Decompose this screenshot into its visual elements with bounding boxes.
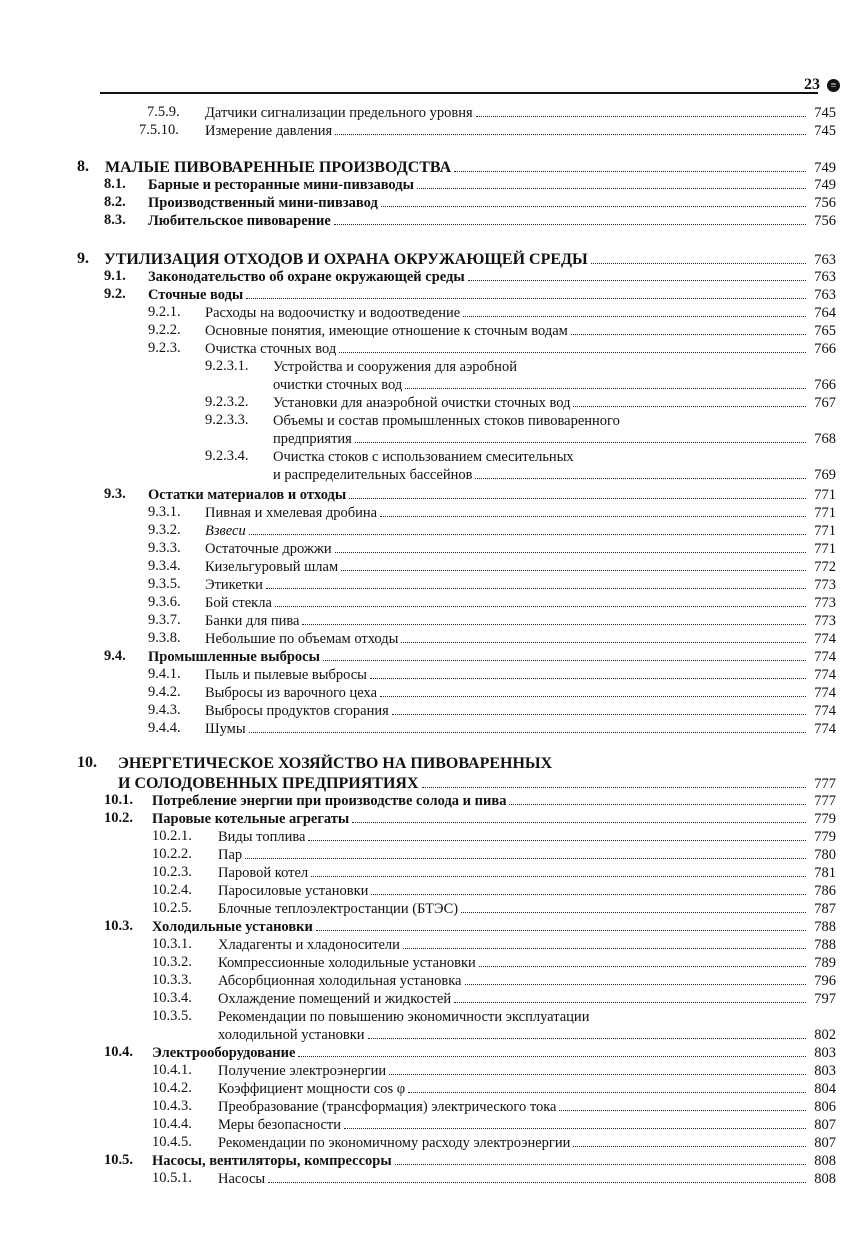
dot-leader (266, 588, 806, 589)
toc-entry-number: 9.4.1. (148, 666, 181, 682)
toc-entry-title: предприятия (273, 431, 352, 447)
toc-page-number: 780 (814, 847, 836, 863)
dot-leader (509, 804, 806, 805)
toc-entry (273, 394, 808, 412)
toc-entry (205, 340, 808, 358)
toc-entry (273, 376, 808, 394)
toc-entry-number: 10.3.5. (152, 1008, 192, 1024)
toc-entry-number: 10.4.2. (152, 1080, 192, 1096)
dot-leader (468, 280, 806, 281)
toc-page-number: 772 (814, 559, 836, 575)
toc-page-number: 756 (814, 195, 836, 211)
toc-entry (218, 972, 808, 990)
dot-leader (408, 1092, 806, 1093)
toc-entry (205, 322, 808, 340)
toc-page-number: 767 (814, 395, 836, 411)
toc-entry-title: Расходы на водоочистку и водоотведение (205, 305, 461, 321)
toc-entry-title: Очистка стоков с использованием смесительных (273, 449, 574, 465)
toc-page-number: 771 (814, 487, 836, 503)
toc-page-number: 788 (814, 919, 836, 935)
toc-entry-number: 9.3.6. (148, 594, 181, 610)
toc-entry-title: Виды топлива (218, 829, 306, 845)
toc-entry (148, 194, 808, 212)
toc-entry (205, 684, 808, 702)
toc-page-number: 807 (814, 1117, 836, 1133)
toc-page-number: 769 (814, 467, 836, 483)
toc-entry-number: 10.2.5. (152, 900, 192, 916)
toc-page-number: 779 (814, 811, 836, 827)
toc-entry-number: 7.5.9. (147, 104, 180, 120)
dot-leader (355, 442, 806, 443)
toc-entry (205, 630, 808, 648)
toc-entry (148, 486, 808, 504)
toc-entry (152, 1044, 808, 1062)
toc-entry-title: Хладагенты и хладоносители (218, 937, 400, 953)
toc-entry-title: Законодательство об охране окружающей среды (148, 269, 465, 285)
dot-leader (335, 134, 806, 135)
toc-page-number: 774 (814, 685, 836, 701)
toc-entry-title: Рекомендации по повышению экономичности эксплуатации (218, 1009, 590, 1025)
toc-entry-number: 10.2.2. (152, 846, 192, 862)
toc-page-number: 806 (814, 1099, 836, 1115)
dot-leader (573, 406, 806, 407)
header-rule (100, 92, 818, 94)
toc-entry-number: 10.4.4. (152, 1116, 192, 1132)
toc-entry-number: 10.2.4. (152, 882, 192, 898)
toc-entry-title: Банки для пива (205, 613, 300, 629)
toc-entry-number: 8.2. (104, 194, 126, 210)
toc-entry-number: 10.2.3. (152, 864, 192, 880)
toc-entry-title: Рекомендации по экономичному расходу электроэнергии (218, 1135, 571, 1151)
toc-entry-number: 9.3.3. (148, 540, 181, 556)
toc-entry-number: 10.4. (104, 1044, 133, 1060)
toc-entry (218, 954, 808, 972)
toc-entry-title: УТИЛИЗАЦИЯ ОТХОДОВ И ОХРАНА ОКРУЖАЮЩЕЙ СРЕДЫ (104, 251, 588, 268)
dot-leader (401, 642, 806, 643)
toc-entry (218, 1008, 808, 1026)
toc-page-number: 773 (814, 595, 836, 611)
dot-leader (341, 570, 806, 571)
toc-entry-title: Измерение давления (205, 123, 333, 139)
toc-entry-title: Компрессионные холодильные установки (218, 955, 476, 971)
toc-page-number: 749 (814, 177, 836, 193)
toc-page-number: 777 (814, 776, 836, 792)
toc-entry-number: 10.3.2. (152, 954, 192, 970)
toc-entry (118, 774, 808, 794)
toc-entry (273, 358, 808, 376)
toc-entry (118, 754, 808, 774)
toc-entry-title: Бой стекла (205, 595, 272, 611)
toc-entry-number: 9.2.3.4. (205, 448, 249, 464)
dot-leader (454, 171, 806, 172)
toc-page-number: 803 (814, 1045, 836, 1061)
toc-page-number: 766 (814, 341, 836, 357)
toc-entry-title: Насосы, вентиляторы, компрессоры (152, 1153, 392, 1169)
toc-entry-number: 10.3. (104, 918, 133, 934)
toc-entry-title: Преобразование (трансформация) электрического тока (218, 1099, 557, 1115)
toc-entry (205, 504, 808, 522)
toc-entry-number: 10.4.3. (152, 1098, 192, 1114)
toc-entry-number: 9.4.3. (148, 702, 181, 718)
toc-entry-number: 10.1. (104, 792, 133, 808)
toc-entry-title: холодильной установки (218, 1027, 365, 1043)
dot-leader (275, 606, 806, 607)
toc-page-number: 763 (814, 252, 836, 268)
toc-entry-number: 9.1. (104, 268, 126, 284)
toc-entry-number: 8.1. (104, 176, 126, 192)
toc-page-number: 788 (814, 937, 836, 953)
toc-page-number: 803 (814, 1063, 836, 1079)
section-mark-icon: ≡ (827, 79, 840, 92)
toc-entry-number: 10.3.3. (152, 972, 192, 988)
toc-entry-title: Паросиловые установки (218, 883, 369, 899)
toc-entry-number: 10.3.4. (152, 990, 192, 1006)
toc-entry-title: Холодильные установки (152, 919, 313, 935)
toc-entry-title: Барные и ресторанные мини-пивзаводы (148, 177, 414, 193)
toc-entry-number: 10.4.5. (152, 1134, 192, 1150)
toc-entry-number: 9.2.2. (148, 322, 181, 338)
toc-entry-title: Абсорбционная холодильная установка (218, 973, 462, 989)
toc-page-number: 804 (814, 1081, 836, 1097)
toc-page-number: 771 (814, 523, 836, 539)
toc-page-number: 766 (814, 377, 836, 393)
dot-leader (339, 352, 806, 353)
dot-leader (249, 732, 806, 733)
toc-entry-number: 8. (77, 158, 89, 175)
toc-entry-number: 9.3.2. (148, 522, 181, 538)
dot-leader (479, 966, 806, 967)
toc-entry-title: Шумы (205, 721, 246, 737)
dot-leader (422, 787, 806, 788)
toc-entry-number: 7.5.10. (139, 122, 179, 138)
toc-entry (218, 828, 808, 846)
toc-entry-title: Потребление энергии при производстве солода и пива (152, 793, 507, 809)
toc-entry (218, 1116, 808, 1134)
toc-entry-number: 8.3. (104, 212, 126, 228)
toc-entry-title: Насосы (218, 1171, 266, 1187)
dot-leader (316, 930, 806, 931)
toc-entry (148, 176, 808, 194)
dot-leader (392, 714, 806, 715)
toc-entry-number: 10.4.1. (152, 1062, 192, 1078)
toc-page-number: 808 (814, 1171, 836, 1187)
dot-leader (249, 534, 806, 535)
toc-entry (205, 702, 808, 720)
toc-page-number: 771 (814, 541, 836, 557)
toc-entry-number: 10.5.1. (152, 1170, 192, 1186)
toc-page-number: 745 (814, 123, 836, 139)
toc-entry (205, 666, 808, 684)
toc-entry (105, 158, 808, 178)
dot-leader (573, 1146, 806, 1147)
toc-page-number: 764 (814, 305, 836, 321)
toc-entry (148, 212, 808, 230)
toc-entry-title: Пар (218, 847, 243, 863)
dot-leader (298, 1056, 806, 1057)
toc-page-number: 787 (814, 901, 836, 917)
toc-entry (218, 846, 808, 864)
toc-entry-number: 9.4. (104, 648, 126, 664)
toc-entry-title: Объемы и состав промышленных стоков пивоваренного (273, 413, 620, 429)
toc-entry (205, 720, 808, 738)
toc-entry-number: 9.2.1. (148, 304, 181, 320)
toc-page-number: 745 (814, 105, 836, 121)
dot-leader (591, 263, 806, 264)
toc-page-number: 774 (814, 631, 836, 647)
toc-entry-number: 9.4.4. (148, 720, 181, 736)
toc-entry-number: 9.2.3.2. (205, 394, 249, 410)
toc-entry-number: 9.3.8. (148, 630, 181, 646)
toc-entry (218, 864, 808, 882)
toc-entry-title: МАЛЫЕ ПИВОВАРЕННЫЕ ПРОИЗВОДСТВА (105, 159, 452, 176)
toc-entry-title: Выбросы продуктов сгорания (205, 703, 389, 719)
toc-entry-title: Выбросы из варочного цеха (205, 685, 378, 701)
dot-leader (395, 1164, 806, 1165)
toc-entry-title: Паровой котел (218, 865, 309, 881)
toc-page-number: 779 (814, 829, 836, 845)
toc-entry (205, 594, 808, 612)
dot-leader (559, 1110, 806, 1111)
toc-entry (205, 104, 808, 122)
toc-entry-number: 10.2.1. (152, 828, 192, 844)
toc-page-number: 802 (814, 1027, 836, 1043)
toc-page-number: 771 (814, 505, 836, 521)
dot-leader (405, 388, 806, 389)
toc-page-number: 797 (814, 991, 836, 1007)
toc-page-number: 774 (814, 703, 836, 719)
toc-page-number: 774 (814, 721, 836, 737)
toc-entry-number: 10. (77, 754, 97, 771)
toc-entry (218, 1134, 808, 1152)
dot-leader (245, 858, 806, 859)
toc-entry-title: Меры безопасности (218, 1117, 341, 1133)
toc-entry-number: 9.2.3. (148, 340, 181, 356)
toc-entry (205, 522, 808, 540)
dot-leader (349, 498, 806, 499)
toc-page-number: 796 (814, 973, 836, 989)
toc-entry-number: 9.3.1. (148, 504, 181, 520)
toc-entry (218, 1062, 808, 1080)
toc-entry-title: Этикетки (205, 577, 263, 593)
toc-entry (205, 612, 808, 630)
dot-leader (380, 516, 806, 517)
toc-entry-title: Промышленные выбросы (148, 649, 320, 665)
toc-entry-title: Производственный мини-пивзавод (148, 195, 378, 211)
toc-entry (218, 882, 808, 900)
toc-entry-number: 10.3.1. (152, 936, 192, 952)
toc-entry (273, 466, 808, 484)
toc-entry-title: И СОЛОДОВЕННЫХ ПРЕДПРИЯТИЯХ (118, 775, 419, 792)
toc-page-number: 763 (814, 287, 836, 303)
toc-page-number: 763 (814, 269, 836, 285)
toc-entry-number: 10.2. (104, 810, 133, 826)
toc-page-number: 765 (814, 323, 836, 339)
dot-leader (368, 1038, 806, 1039)
toc-page-number: 808 (814, 1153, 836, 1169)
toc-entry (148, 286, 808, 304)
dot-leader (461, 912, 806, 913)
dot-leader (465, 984, 807, 985)
toc-entry (152, 792, 808, 810)
toc-page-number: 768 (814, 431, 836, 447)
dot-leader (571, 334, 806, 335)
dot-leader (323, 660, 806, 661)
toc-entry-title: Остаточные дрожжи (205, 541, 332, 557)
dot-leader (381, 206, 806, 207)
toc-entry-title: Остатки материалов и отходы (148, 487, 347, 503)
toc-entry-title: Установки для анаэробной очистки сточных вод (273, 395, 571, 411)
toc-entry-title: ЭНЕРГЕТИЧЕСКОЕ ХОЗЯЙСТВО НА ПИВОВАРЕННЫХ (118, 755, 553, 772)
toc-entry-title: очистки сточных вод (273, 377, 403, 393)
toc-entry (218, 1098, 808, 1116)
toc-page-number: 786 (814, 883, 836, 899)
toc-page-number: 777 (814, 793, 836, 809)
dot-leader (403, 948, 806, 949)
toc-entry-number: 9.4.2. (148, 684, 181, 700)
dot-leader (463, 316, 806, 317)
dot-leader (352, 822, 806, 823)
dot-leader (268, 1182, 806, 1183)
toc-entry-title: Устройства и сооружения для аэробной (273, 359, 517, 375)
toc-entry (218, 1080, 808, 1098)
dot-leader (417, 188, 806, 189)
toc-entry (205, 304, 808, 322)
toc-entry-number: 9.2.3.3. (205, 412, 249, 428)
dot-leader (370, 678, 806, 679)
toc-page-number: 756 (814, 213, 836, 229)
toc-entry-title: и распределительных бассейнов (273, 467, 473, 483)
toc-entry-number: 9.2. (104, 286, 126, 302)
toc-entry-number: 9.2.3.1. (205, 358, 249, 374)
toc-entry (205, 558, 808, 576)
dot-leader (335, 552, 806, 553)
toc-entry-title: Охлаждение помещений и жидкостей (218, 991, 452, 1007)
toc-page-number: 807 (814, 1135, 836, 1151)
dot-leader (475, 478, 806, 479)
dot-leader (302, 624, 806, 625)
toc-entry (152, 1152, 808, 1170)
toc-entry-title: Взвеси (205, 523, 246, 539)
toc-page-number: 789 (814, 955, 836, 971)
toc-entry-title: Коэффициент мощности cos φ (218, 1081, 406, 1097)
toc-entry-number: 9.3.4. (148, 558, 181, 574)
toc-entry (104, 250, 808, 270)
dot-leader (389, 1074, 806, 1075)
dot-leader (311, 876, 806, 877)
toc-entry (218, 900, 808, 918)
toc-entry-title: Очистка сточных вод (205, 341, 337, 357)
toc-entry-title: Небольшие по объемам отходы (205, 631, 399, 647)
toc-entry-title: Кизельгуровый шлам (205, 559, 339, 575)
dot-leader (308, 840, 806, 841)
toc-entry (148, 268, 808, 286)
toc-entry (152, 810, 808, 828)
toc-page-number: 781 (814, 865, 836, 881)
toc-entry-title: Паровые котельные агрегаты (152, 811, 350, 827)
dot-leader (476, 116, 806, 117)
toc-entry-number: 9.3.7. (148, 612, 181, 628)
toc-entry (218, 1170, 808, 1188)
toc-entry (148, 648, 808, 666)
running-header (100, 76, 844, 94)
toc-entry (205, 122, 808, 140)
dot-leader (454, 1002, 806, 1003)
toc-entry-number: 9. (77, 250, 89, 267)
toc-entry-number: 9.3.5. (148, 576, 181, 592)
toc-entry (218, 1026, 808, 1044)
toc-page-number: 774 (814, 649, 836, 665)
toc-page-number: 749 (814, 160, 836, 176)
toc-entry (205, 540, 808, 558)
toc-entry-number: 9.3. (104, 486, 126, 502)
toc-entry-number: 10.5. (104, 1152, 133, 1168)
toc-page-number: 774 (814, 667, 836, 683)
dot-leader (344, 1128, 806, 1129)
toc-entry-title: Любительское пивоварение (148, 213, 331, 229)
dot-leader (371, 894, 806, 895)
toc-entry (273, 412, 808, 430)
dot-leader (246, 298, 806, 299)
toc-entry-title: Датчики сигнализации предельного уровня (205, 105, 473, 121)
toc-entry-title: Пивная и хмелевая дробина (205, 505, 378, 521)
toc-entry-title: Сточные воды (148, 287, 244, 303)
toc-entry-title: Основные понятия, имеющие отношение к сточным водам (205, 323, 568, 339)
toc-entry (218, 990, 808, 1008)
toc-entry-title: Электрооборудование (152, 1045, 296, 1061)
toc-entry-title: Получение электроэнергии (218, 1063, 387, 1079)
page-number: 23 (804, 76, 820, 93)
dot-leader (380, 696, 806, 697)
toc-entry-title: Пыль и пылевые выбросы (205, 667, 367, 683)
toc-entry (205, 576, 808, 594)
toc-entry (152, 918, 808, 936)
toc-entry-title: Блочные теплоэлектростанции (БТЭС) (218, 901, 459, 917)
toc-entry (273, 448, 808, 466)
toc-page-number: 773 (814, 577, 836, 593)
dot-leader (334, 224, 806, 225)
toc-page-number: 773 (814, 613, 836, 629)
toc-entry (273, 430, 808, 448)
toc-entry (218, 936, 808, 954)
